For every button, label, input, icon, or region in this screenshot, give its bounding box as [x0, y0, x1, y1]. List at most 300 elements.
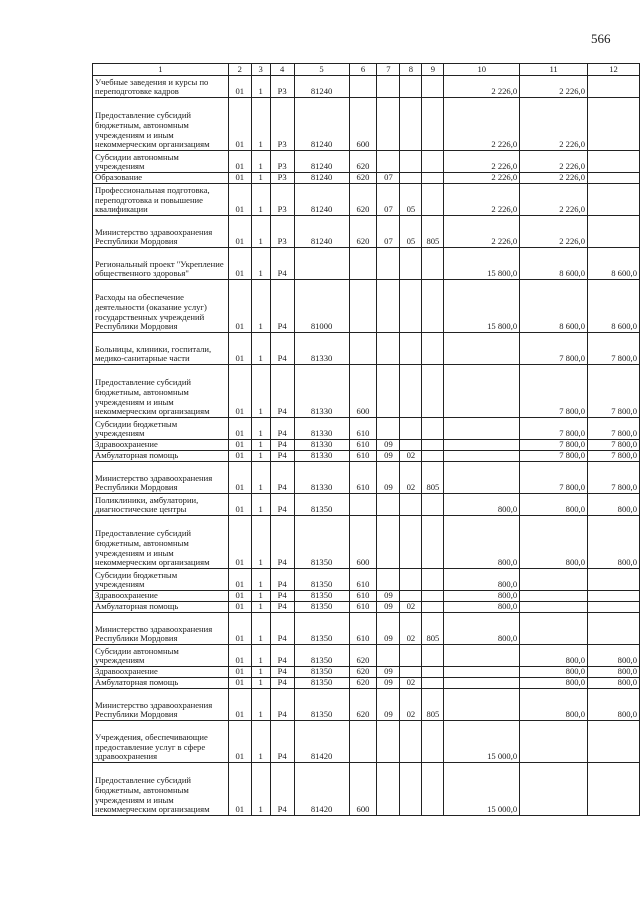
cell-article: 81350 [294, 667, 349, 678]
cell-sum-2 [520, 591, 588, 602]
cell-vr [349, 280, 377, 333]
cell-ved [422, 248, 444, 280]
cell-sub: 1 [251, 591, 270, 602]
cell-gr: 01 [228, 569, 251, 591]
cell-sum-2: 2 226,0 [520, 184, 588, 216]
cell-name: Предоставление субсидий бюджетным, автономным учреждениям и иным некоммерческим организациям [93, 98, 229, 151]
cell-podrazdel [400, 516, 422, 569]
cell-program: P4 [270, 569, 294, 591]
cell-podrazdel: 02 [400, 451, 422, 462]
cell-program: P4 [270, 689, 294, 721]
cell-name: Предоставление субсидий бюджетным, автономным учреждениям и иным некоммерческим организациям [93, 516, 229, 569]
cell-sub: 1 [251, 365, 270, 418]
cell-podrazdel [400, 418, 422, 440]
cell-sum-3: 800,0 [588, 667, 640, 678]
cell-program: P4 [270, 462, 294, 494]
cell-podrazdel [400, 333, 422, 365]
cell-sum-3 [588, 591, 640, 602]
cell-article: 81330 [294, 440, 349, 451]
cell-sum-2 [520, 569, 588, 591]
cell-article: 81350 [294, 591, 349, 602]
cell-article: 81240 [294, 184, 349, 216]
cell-program: P3 [270, 184, 294, 216]
cell-ved [422, 763, 444, 816]
cell-razdel [377, 280, 400, 333]
cell-name: Здравоохранение [93, 591, 229, 602]
cell-program: P4 [270, 280, 294, 333]
cell-razdel [377, 418, 400, 440]
cell-name: Поликлиники, амбулатории, диагностические центры [93, 494, 229, 516]
cell-sub: 1 [251, 494, 270, 516]
table-row [93, 602, 640, 613]
cell-gr: 01 [228, 516, 251, 569]
cell-sum-3 [588, 602, 640, 613]
cell-gr: 01 [228, 248, 251, 280]
cell-article: 81330 [294, 333, 349, 365]
cell-article: 81240 [294, 98, 349, 151]
cell-podrazdel [400, 645, 422, 667]
cell-article: 81350 [294, 494, 349, 516]
column-header-9: 9 [422, 64, 444, 76]
cell-gr: 01 [228, 689, 251, 721]
cell-name: Больницы, клиники, госпитали, медико-санитарные части [93, 333, 229, 365]
cell-sum-3 [588, 76, 640, 98]
cell-vr: 610 [349, 462, 377, 494]
cell-vr: 620 [349, 184, 377, 216]
cell-razdel [377, 494, 400, 516]
cell-vr: 620 [349, 689, 377, 721]
cell-article: 81350 [294, 569, 349, 591]
cell-vr: 600 [349, 98, 377, 151]
cell-sum-1: 800,0 [444, 494, 520, 516]
cell-razdel [377, 645, 400, 667]
cell-program: P3 [270, 98, 294, 151]
cell-sub: 1 [251, 645, 270, 667]
cell-article: 81350 [294, 516, 349, 569]
cell-sum-3 [588, 569, 640, 591]
cell-vr: 610 [349, 440, 377, 451]
cell-sum-1: 800,0 [444, 602, 520, 613]
cell-sub: 1 [251, 333, 270, 365]
cell-sum-1 [444, 451, 520, 462]
cell-sub: 1 [251, 667, 270, 678]
cell-sum-3: 800,0 [588, 645, 640, 667]
cell-ved [422, 721, 444, 763]
cell-sum-1: 2 226,0 [444, 151, 520, 173]
cell-name: Субсидии бюджетным учреждениям [93, 418, 229, 440]
cell-sum-1 [444, 418, 520, 440]
cell-sum-2 [520, 763, 588, 816]
cell-sum-3 [588, 216, 640, 248]
cell-program: P4 [270, 494, 294, 516]
cell-razdel [377, 516, 400, 569]
cell-program: P4 [270, 418, 294, 440]
cell-gr: 01 [228, 667, 251, 678]
cell-podrazdel [400, 151, 422, 173]
cell-vr [349, 721, 377, 763]
cell-gr: 01 [228, 613, 251, 645]
cell-program: P4 [270, 591, 294, 602]
cell-sub: 1 [251, 678, 270, 689]
cell-ved [422, 569, 444, 591]
cell-razdel: 07 [377, 216, 400, 248]
cell-article: 81330 [294, 365, 349, 418]
cell-vr [349, 248, 377, 280]
table-row [93, 216, 640, 248]
column-header-2: 2 [228, 64, 251, 76]
cell-sub: 1 [251, 602, 270, 613]
cell-podrazdel: 05 [400, 216, 422, 248]
cell-name: Амбулаторная помощь [93, 678, 229, 689]
cell-gr: 01 [228, 494, 251, 516]
cell-sum-2: 7 800,0 [520, 451, 588, 462]
cell-razdel [377, 569, 400, 591]
cell-ved [422, 602, 444, 613]
cell-sum-2: 7 800,0 [520, 365, 588, 418]
cell-sum-1 [444, 440, 520, 451]
column-header-11: 11 [520, 64, 588, 76]
cell-article: 81350 [294, 678, 349, 689]
cell-sum-3: 7 800,0 [588, 333, 640, 365]
column-header-12: 12 [588, 64, 640, 76]
cell-podrazdel [400, 365, 422, 418]
cell-sum-1: 15 800,0 [444, 280, 520, 333]
cell-sum-3: 7 800,0 [588, 462, 640, 494]
cell-name: Профессиональная подготовка, переподготовка и повышение квалификации [93, 184, 229, 216]
table-row [93, 645, 640, 667]
cell-vr [349, 333, 377, 365]
cell-ved: 805 [422, 216, 444, 248]
cell-podrazdel [400, 494, 422, 516]
column-header-7: 7 [377, 64, 400, 76]
cell-ved [422, 645, 444, 667]
cell-vr: 620 [349, 151, 377, 173]
cell-ved: 805 [422, 462, 444, 494]
cell-sub: 1 [251, 248, 270, 280]
cell-ved [422, 98, 444, 151]
cell-razdel [377, 76, 400, 98]
table-row [93, 173, 640, 184]
table-row [93, 613, 640, 645]
table-row [93, 462, 640, 494]
table-row [93, 184, 640, 216]
cell-name: Учебные заведения и курсы по переподготовке кадров [93, 76, 229, 98]
cell-ved [422, 678, 444, 689]
cell-gr: 01 [228, 451, 251, 462]
cell-podrazdel: 02 [400, 689, 422, 721]
column-header-8: 8 [400, 64, 422, 76]
cell-vr: 610 [349, 602, 377, 613]
cell-program: P3 [270, 216, 294, 248]
table-row [93, 418, 640, 440]
cell-gr: 01 [228, 721, 251, 763]
cell-program: P3 [270, 76, 294, 98]
cell-name: Здравоохранение [93, 440, 229, 451]
cell-sum-2: 800,0 [520, 689, 588, 721]
cell-ved [422, 440, 444, 451]
cell-sum-3: 7 800,0 [588, 451, 640, 462]
cell-article: 81330 [294, 418, 349, 440]
cell-sum-3 [588, 613, 640, 645]
cell-sum-1: 2 226,0 [444, 184, 520, 216]
cell-sum-3: 8 600,0 [588, 280, 640, 333]
cell-sub: 1 [251, 440, 270, 451]
cell-sum-2: 2 226,0 [520, 76, 588, 98]
cell-article: 81330 [294, 451, 349, 462]
cell-gr: 01 [228, 76, 251, 98]
column-header-10: 10 [444, 64, 520, 76]
cell-name: Здравоохранение [93, 667, 229, 678]
cell-ved [422, 184, 444, 216]
cell-podrazdel [400, 721, 422, 763]
cell-razdel: 09 [377, 678, 400, 689]
cell-sum-3 [588, 763, 640, 816]
cell-sum-3: 800,0 [588, 678, 640, 689]
cell-gr: 01 [228, 418, 251, 440]
cell-ved [422, 451, 444, 462]
cell-article [294, 248, 349, 280]
cell-sum-2: 800,0 [520, 645, 588, 667]
cell-program: P4 [270, 451, 294, 462]
cell-gr: 01 [228, 678, 251, 689]
cell-ved [422, 418, 444, 440]
cell-sum-3 [588, 151, 640, 173]
cell-gr: 01 [228, 645, 251, 667]
cell-sub: 1 [251, 451, 270, 462]
cell-sum-2: 800,0 [520, 678, 588, 689]
cell-article: 81350 [294, 645, 349, 667]
cell-podrazdel: 05 [400, 184, 422, 216]
cell-program: P4 [270, 248, 294, 280]
cell-sum-2: 2 226,0 [520, 98, 588, 151]
cell-razdel [377, 151, 400, 173]
cell-sub: 1 [251, 151, 270, 173]
cell-program: P4 [270, 613, 294, 645]
table-row [93, 667, 640, 678]
cell-ved [422, 494, 444, 516]
cell-article: 81350 [294, 613, 349, 645]
cell-article: 81000 [294, 280, 349, 333]
cell-gr: 01 [228, 333, 251, 365]
cell-sum-3: 8 600,0 [588, 248, 640, 280]
cell-vr: 610 [349, 569, 377, 591]
table-row [93, 365, 640, 418]
cell-sum-1: 15 000,0 [444, 763, 520, 816]
cell-vr: 610 [349, 451, 377, 462]
table-row [93, 494, 640, 516]
cell-sub: 1 [251, 763, 270, 816]
cell-sum-3 [588, 98, 640, 151]
table-row [93, 721, 640, 763]
cell-sub: 1 [251, 280, 270, 333]
cell-podrazdel [400, 248, 422, 280]
cell-razdel: 09 [377, 462, 400, 494]
page-number: 566 [591, 31, 611, 46]
cell-program: P3 [270, 151, 294, 173]
cell-sub: 1 [251, 721, 270, 763]
cell-sub: 1 [251, 613, 270, 645]
column-header-5: 5 [294, 64, 349, 76]
cell-podrazdel [400, 763, 422, 816]
table-row [93, 151, 640, 173]
cell-program: P4 [270, 763, 294, 816]
cell-sum-1: 15 800,0 [444, 248, 520, 280]
cell-name: Субсидии автономным учреждениям [93, 151, 229, 173]
cell-program: P3 [270, 173, 294, 184]
cell-sum-2: 7 800,0 [520, 418, 588, 440]
cell-sum-1: 2 226,0 [444, 98, 520, 151]
cell-article: 81330 [294, 462, 349, 494]
cell-sum-1: 800,0 [444, 591, 520, 602]
cell-podrazdel [400, 76, 422, 98]
cell-name: Министерство здравоохранения Республики Мордовия [93, 689, 229, 721]
cell-vr [349, 494, 377, 516]
cell-vr: 610 [349, 591, 377, 602]
cell-razdel [377, 98, 400, 151]
cell-program: P4 [270, 645, 294, 667]
cell-podrazdel: 02 [400, 462, 422, 494]
cell-vr: 620 [349, 678, 377, 689]
cell-sum-2: 8 600,0 [520, 280, 588, 333]
cell-gr: 01 [228, 151, 251, 173]
cell-name: Министерство здравоохранения Республики Мордовия [93, 216, 229, 248]
table-header-row [93, 64, 640, 76]
cell-razdel: 09 [377, 689, 400, 721]
cell-razdel: 09 [377, 451, 400, 462]
cell-vr: 620 [349, 645, 377, 667]
cell-name: Министерство здравоохранения Республики Мордовия [93, 613, 229, 645]
cell-sub: 1 [251, 184, 270, 216]
cell-sub: 1 [251, 689, 270, 721]
budget-table [92, 63, 640, 816]
cell-article: 81240 [294, 151, 349, 173]
cell-article: 81350 [294, 602, 349, 613]
cell-vr: 600 [349, 763, 377, 816]
table-row [93, 98, 640, 151]
table-row [93, 569, 640, 591]
cell-program: P4 [270, 333, 294, 365]
cell-name: Предоставление субсидий бюджетным, автономным учреждениям и иным некоммерческим организациям [93, 365, 229, 418]
cell-razdel: 09 [377, 667, 400, 678]
cell-gr: 01 [228, 462, 251, 494]
cell-podrazdel: 02 [400, 678, 422, 689]
cell-sum-2: 7 800,0 [520, 440, 588, 451]
column-header-3: 3 [251, 64, 270, 76]
cell-podrazdel [400, 173, 422, 184]
cell-program: P4 [270, 678, 294, 689]
cell-vr: 620 [349, 216, 377, 248]
cell-sum-2 [520, 613, 588, 645]
cell-sum-3: 800,0 [588, 494, 640, 516]
cell-program: P4 [270, 602, 294, 613]
cell-name: Министерство здравоохранения Республики Мордовия [93, 462, 229, 494]
cell-razdel: 07 [377, 184, 400, 216]
cell-article: 81240 [294, 76, 349, 98]
cell-sum-1: 2 226,0 [444, 216, 520, 248]
cell-program: P4 [270, 721, 294, 763]
cell-razdel: 09 [377, 591, 400, 602]
cell-ved [422, 365, 444, 418]
table-row [93, 763, 640, 816]
cell-article: 81240 [294, 173, 349, 184]
cell-podrazdel [400, 440, 422, 451]
cell-vr: 610 [349, 418, 377, 440]
cell-razdel: 07 [377, 173, 400, 184]
cell-vr: 620 [349, 667, 377, 678]
cell-sum-2: 2 226,0 [520, 151, 588, 173]
cell-vr: 610 [349, 613, 377, 645]
cell-sum-2 [520, 602, 588, 613]
cell-sub: 1 [251, 462, 270, 494]
table-row [93, 333, 640, 365]
cell-razdel: 09 [377, 602, 400, 613]
cell-ved: 805 [422, 613, 444, 645]
cell-vr: 600 [349, 365, 377, 418]
cell-sum-2: 7 800,0 [520, 333, 588, 365]
cell-article: 81240 [294, 216, 349, 248]
table-row [93, 248, 640, 280]
cell-gr: 01 [228, 280, 251, 333]
cell-ved [422, 667, 444, 678]
table-row [93, 76, 640, 98]
cell-sum-2 [520, 721, 588, 763]
cell-sum-1 [444, 678, 520, 689]
cell-name: Амбулаторная помощь [93, 602, 229, 613]
cell-sum-3: 800,0 [588, 689, 640, 721]
cell-program: P4 [270, 365, 294, 418]
cell-sum-1 [444, 365, 520, 418]
cell-vr: 620 [349, 173, 377, 184]
cell-gr: 01 [228, 173, 251, 184]
cell-razdel [377, 721, 400, 763]
cell-gr: 01 [228, 365, 251, 418]
cell-program: P4 [270, 440, 294, 451]
cell-program: P4 [270, 516, 294, 569]
cell-gr: 01 [228, 763, 251, 816]
cell-name: Расходы на обеспечение деятельности (оказание услуг) государственных учреждений Республики Мордовия [93, 280, 229, 333]
cell-gr: 01 [228, 602, 251, 613]
cell-name: Субсидии автономным учреждениям [93, 645, 229, 667]
cell-name: Учреждения, обеспечивающие предоставление услуг в сфере здравоохранения [93, 721, 229, 763]
cell-ved [422, 280, 444, 333]
cell-gr: 01 [228, 440, 251, 451]
cell-sub: 1 [251, 98, 270, 151]
cell-ved [422, 76, 444, 98]
cell-podrazdel: 02 [400, 602, 422, 613]
cell-sum-1: 800,0 [444, 516, 520, 569]
table-row [93, 678, 640, 689]
cell-ved [422, 591, 444, 602]
cell-article: 81420 [294, 763, 349, 816]
cell-name: Образование [93, 173, 229, 184]
cell-sum-1 [444, 333, 520, 365]
cell-sum-2: 800,0 [520, 516, 588, 569]
cell-sum-3 [588, 721, 640, 763]
cell-razdel: 09 [377, 613, 400, 645]
cell-sum-1 [444, 645, 520, 667]
cell-sub: 1 [251, 76, 270, 98]
cell-razdel [377, 365, 400, 418]
column-header-6: 6 [349, 64, 377, 76]
cell-razdel [377, 333, 400, 365]
cell-sum-2: 800,0 [520, 667, 588, 678]
column-header-4: 4 [270, 64, 294, 76]
cell-sub: 1 [251, 418, 270, 440]
cell-razdel: 09 [377, 440, 400, 451]
cell-sum-1: 800,0 [444, 613, 520, 645]
cell-sum-1 [444, 462, 520, 494]
cell-vr: 600 [349, 516, 377, 569]
